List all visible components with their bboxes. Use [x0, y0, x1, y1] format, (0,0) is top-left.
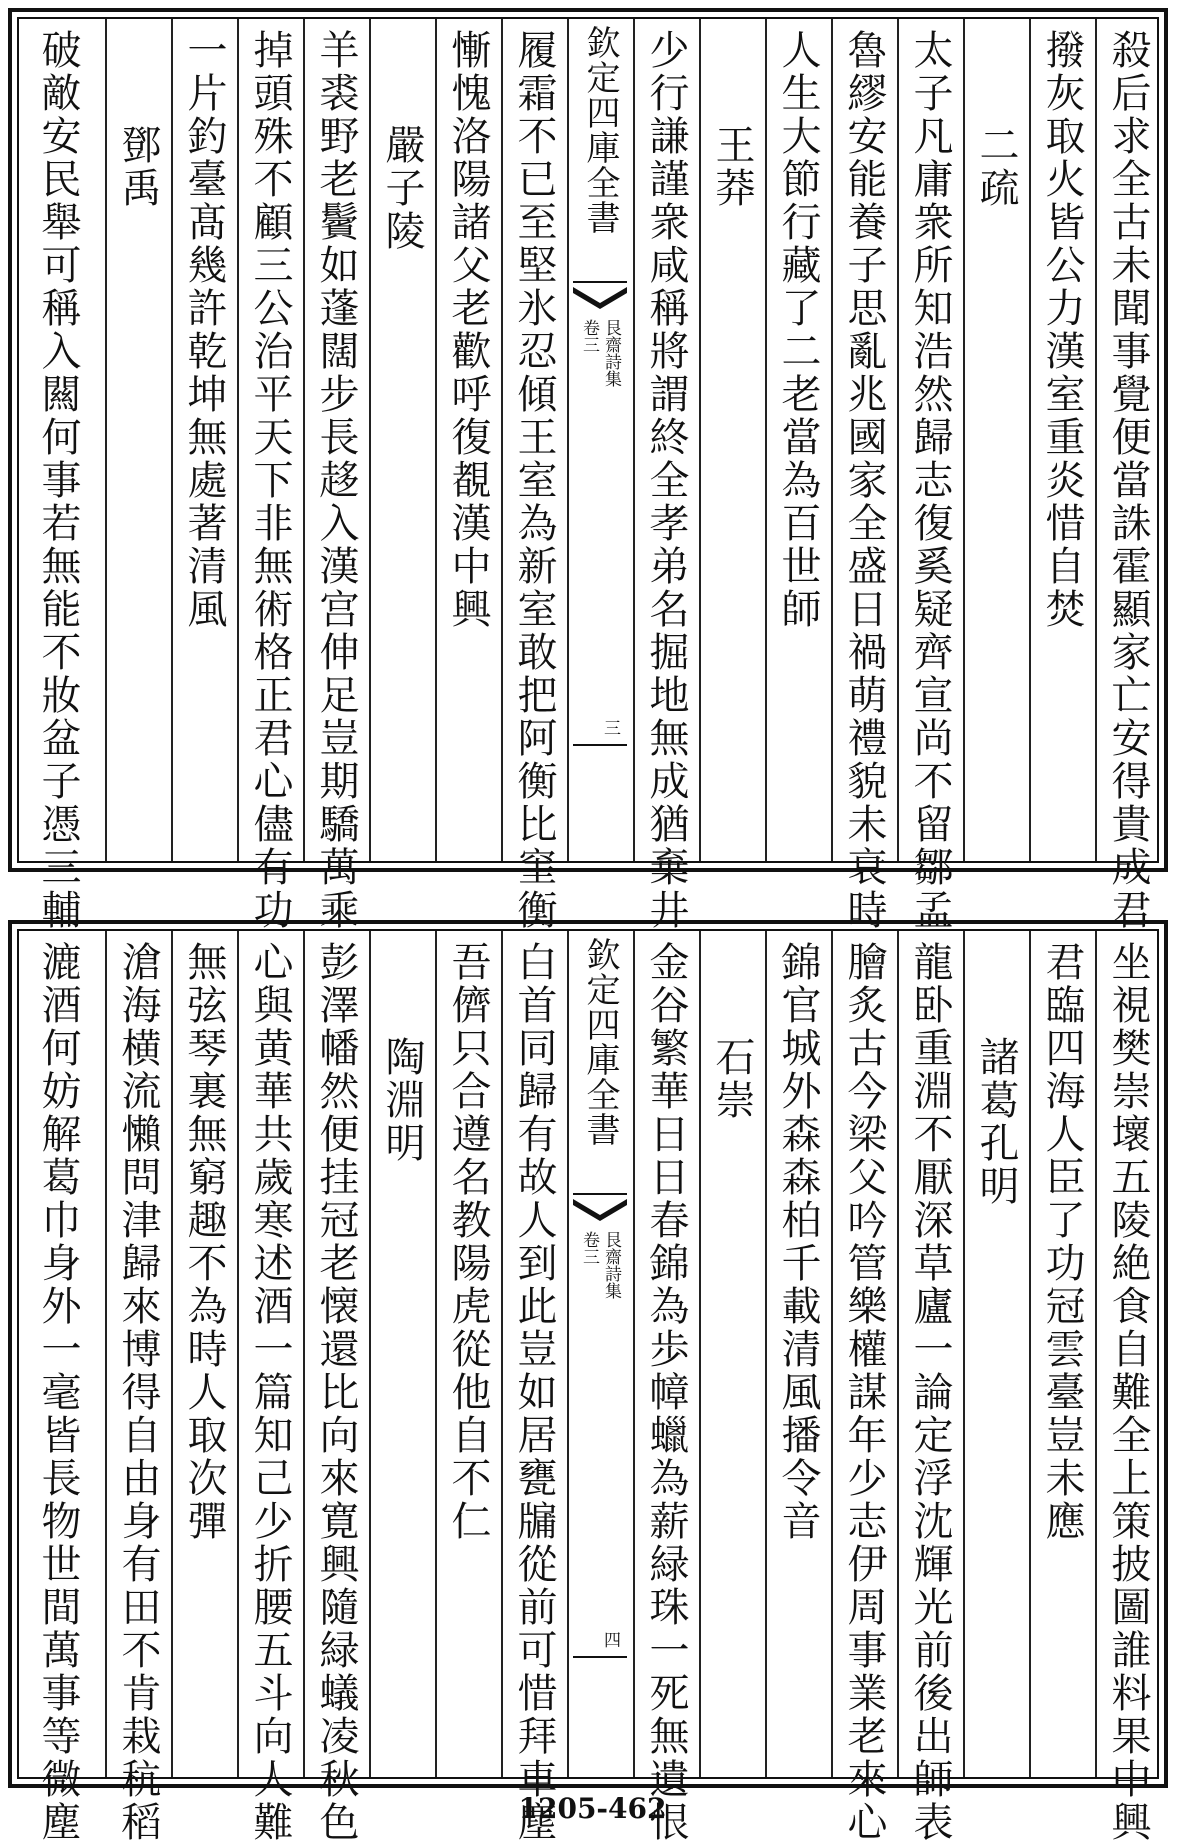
poem-title: 陶淵明: [379, 1036, 425, 1165]
column: 吾儕只合遵名教陽虎從他自不仁: [435, 931, 497, 1777]
poem-title: 王莽: [709, 124, 755, 210]
lower-fishtail-line: [573, 1656, 627, 1658]
column: 少行謙謹衆咸稱將謂終全孝弟名掘地無成猶棄井: [633, 19, 695, 861]
column: 一片釣臺髙幾許乾坤無處著清風: [171, 19, 233, 861]
leaf-number: 四: [600, 1631, 620, 1648]
book-title: 欽定四庫全書: [580, 25, 620, 235]
poem-title: 鄧禹: [115, 124, 161, 210]
column: 坐視樊崇壞五陵絶食自難全上策披圖誰料果中興: [1095, 931, 1157, 1777]
column: [963, 931, 1025, 1777]
column: [369, 931, 431, 1777]
page-top: [8, 8, 1168, 932]
column: 無弦琴裏無窮趣不為時人取次彈: [171, 931, 233, 1777]
column: 殺后求全古未聞事覺便當誅霍顯家亡安得貴成君: [1095, 19, 1157, 861]
column: 人生大節行藏了二老當為百世師: [765, 19, 827, 861]
volume-label: 卷三: [579, 319, 599, 353]
column: 履霜不已至堅氷忍傾王室為新室敢把阿衡比窐衡: [501, 19, 563, 861]
page-top-frame: [17, 17, 1159, 932]
column: 破敵安民舉可稱入闗何事若無能不妝盆子憑三輔: [35, 29, 81, 932]
column: 龍卧重淵不厭深草廬一論定浮沈輝光前後出師表: [897, 931, 959, 1777]
column: 慚愧洛陽諸父老歡呼復覩漢中興: [435, 19, 497, 861]
column: 撥灰取火皆公力漢室重炎惜自焚: [1029, 19, 1091, 861]
banxin-center-column: [567, 931, 629, 1777]
column: 掉頭殊不顧三公治平天下非無術格正君心儘有功: [237, 19, 299, 861]
column: 羊裘野老鬢如蓬闊步長趍入漢宫伸足豈期驕萬乘: [303, 19, 365, 861]
volume-label: 卷三: [579, 1231, 599, 1265]
column: 錦官城外森森柏千載清風播令音: [765, 931, 827, 1777]
column: [699, 931, 761, 1777]
column: 白首同歸有故人到此豈如居甕牖從前可惜拜車塵: [501, 931, 563, 1777]
poem-title: 諸葛孔明: [973, 1036, 1019, 1208]
column: 心與黄華共歲寒述酒一篇知己少折腰五斗向人難: [237, 931, 299, 1777]
book-title: 欽定四庫全書: [580, 937, 620, 1147]
lower-fishtail-line: [573, 744, 627, 746]
collection-title: 艮齋詩集: [601, 1231, 621, 1299]
poem-title: 石崇: [709, 1036, 755, 1122]
column: [699, 19, 761, 861]
column: [105, 19, 167, 861]
column: [963, 19, 1025, 861]
poem-title: 嚴子陵: [379, 124, 425, 253]
banxin-center-column: [567, 19, 629, 861]
column: 漉酒何妨解葛巾身外一毫皆長物世間萬事等微塵: [35, 941, 81, 1844]
fishtail-mark-icon: [573, 281, 627, 311]
column: 太子凡庸衆所知浩然歸志復奚疑齊宣尚不留鄒孟: [897, 19, 959, 861]
fishtail-mark-icon: [573, 1193, 627, 1223]
collection-title: 艮齋詩集: [601, 319, 621, 387]
poem-title: 二疏: [973, 124, 1019, 210]
column: 魯繆安能養子思亂兆國家全盛日禍萌禮貌未衰時: [831, 19, 893, 861]
column: 膾炙古今梁父吟管樂權謀年少志伊周事業老來心: [831, 931, 893, 1777]
column: [369, 19, 431, 861]
column: 滄海横流懶問津歸來博得自由身有田不肯栽秔稻: [105, 931, 167, 1777]
column: 彭澤幡然便挂冠老懐還比向來寛興隨緑蟻凌秋色: [303, 931, 365, 1777]
column: 金谷繁華日日春錦為歩幛蠟為薪緑珠一死無遺恨: [633, 931, 695, 1777]
catalog-page-number: 1205-462: [518, 1792, 667, 1825]
leaf-number: 三: [600, 719, 620, 736]
column: 君臨四海人臣了功冠雲臺豈未應: [1029, 931, 1091, 1777]
